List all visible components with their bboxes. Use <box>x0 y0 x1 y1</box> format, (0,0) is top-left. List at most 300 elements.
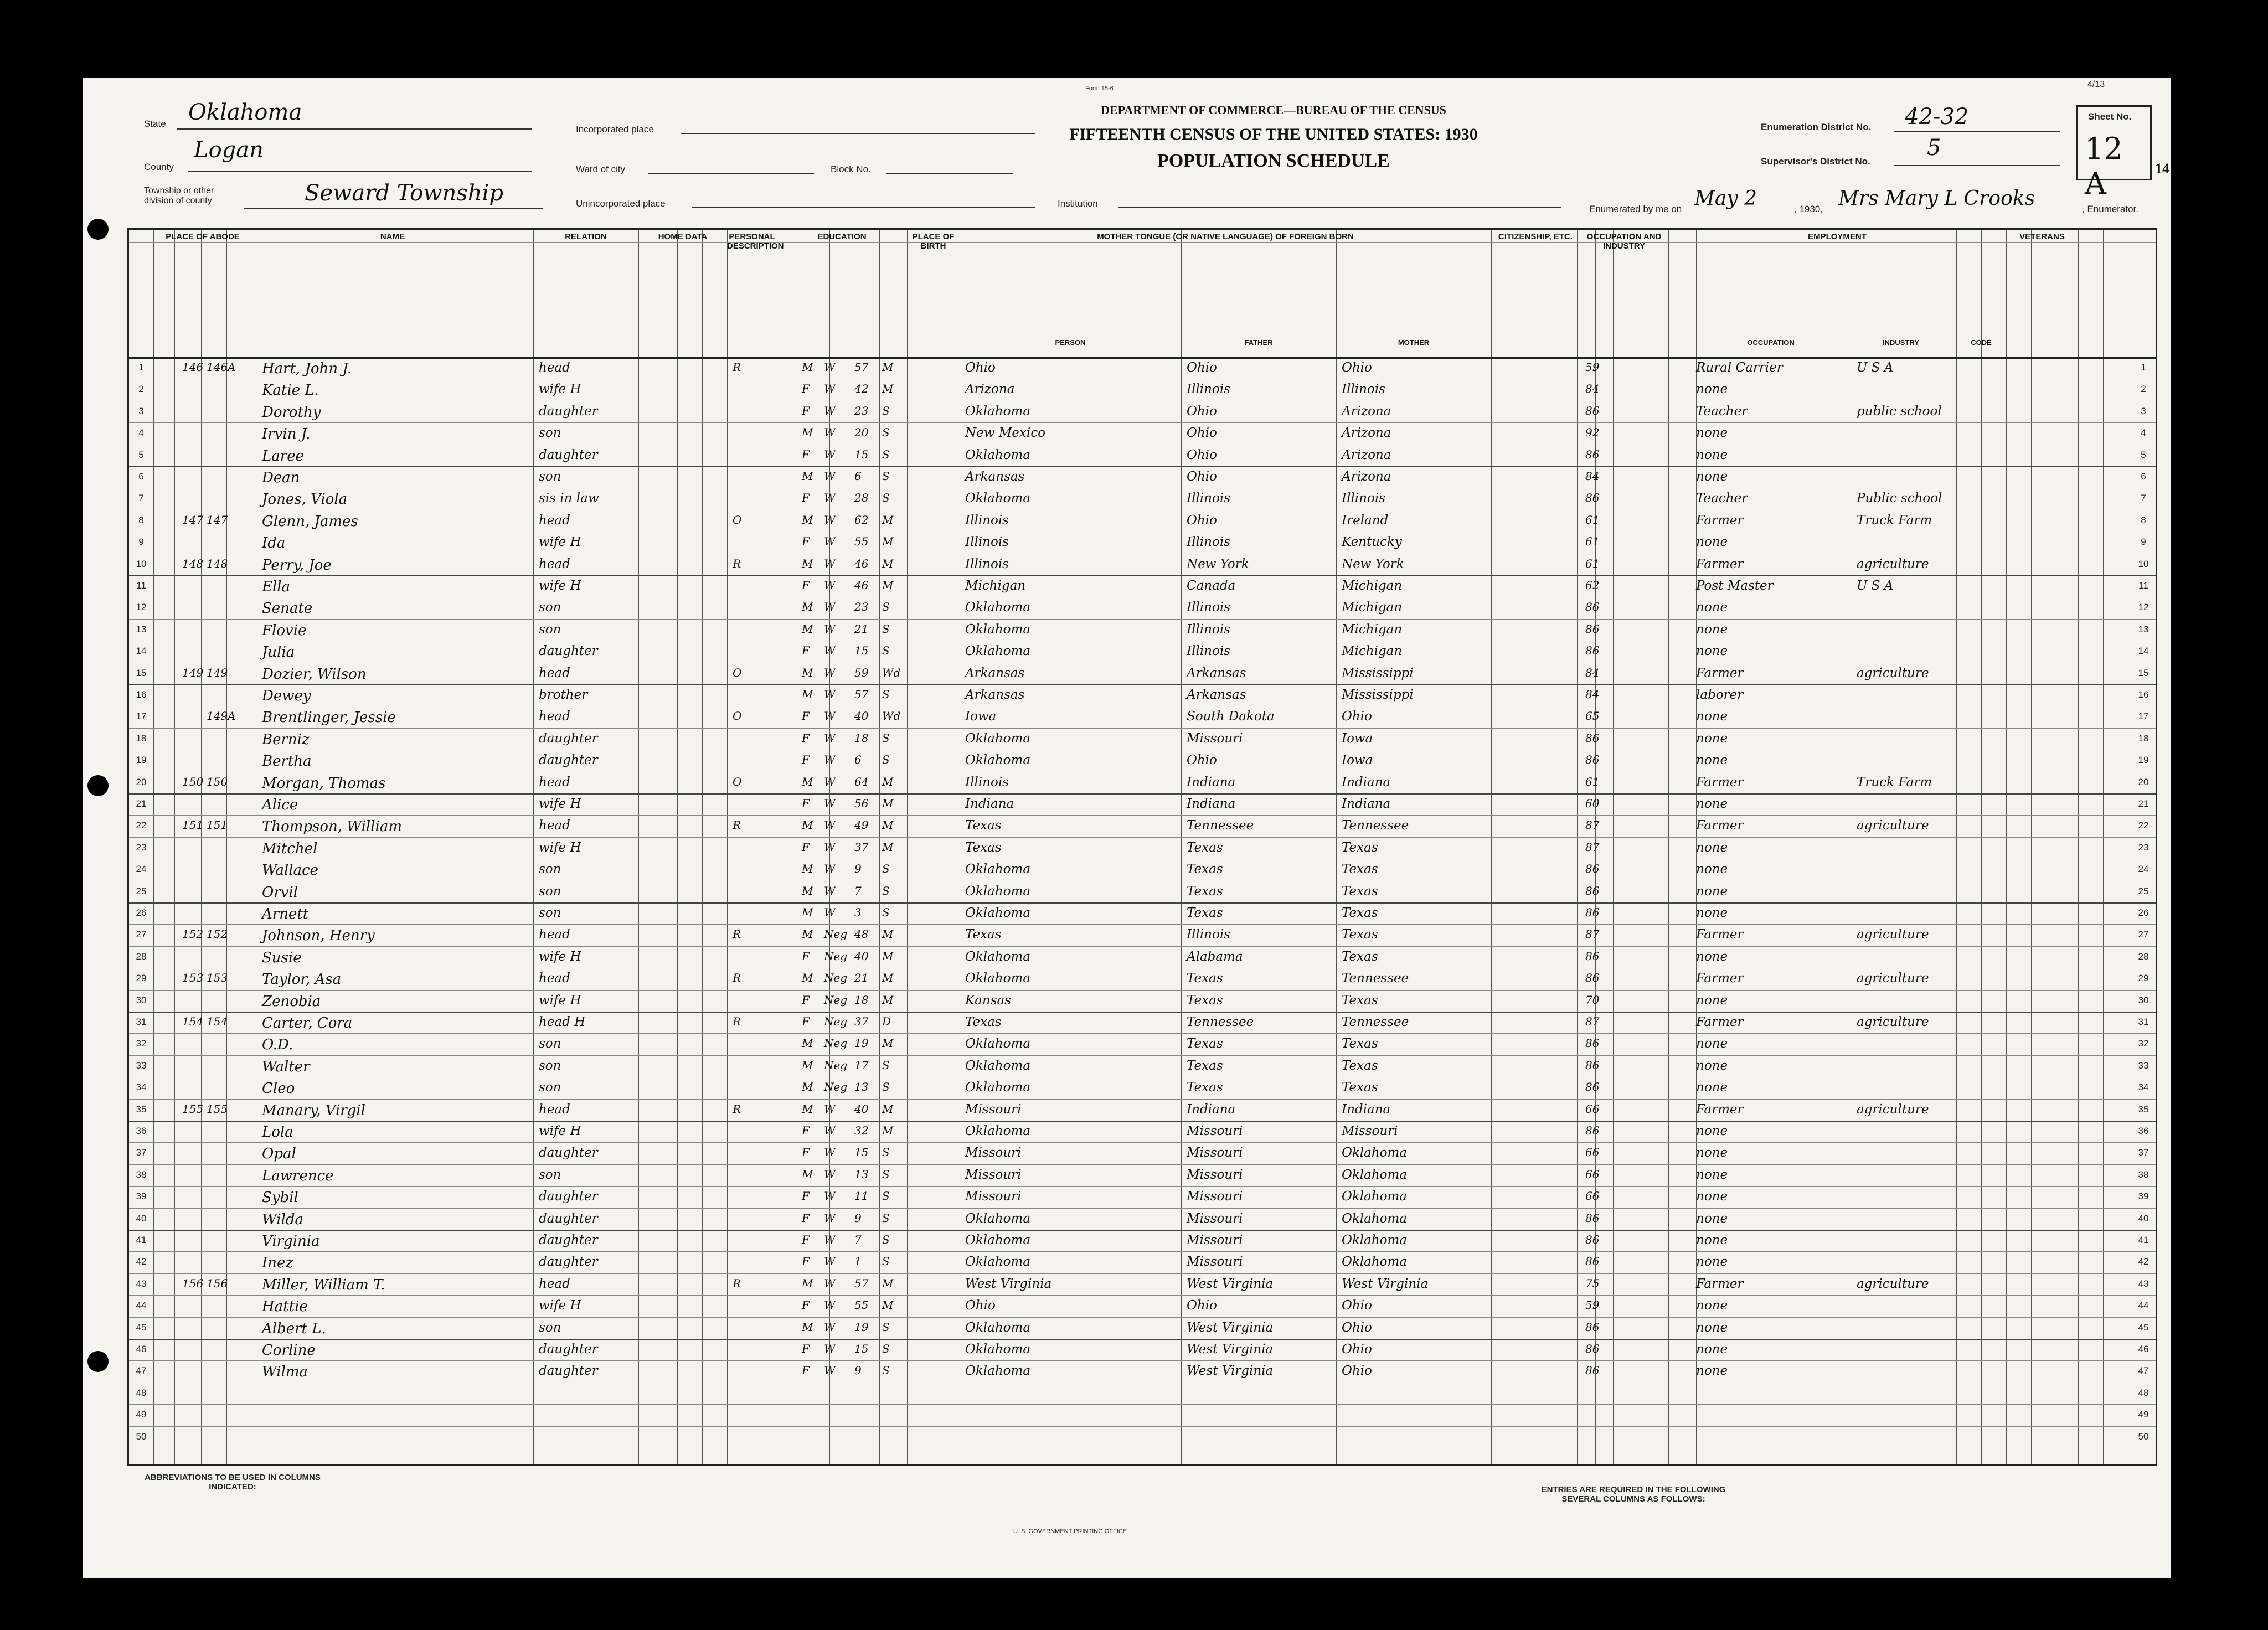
cell-mother: Missouri <box>1342 1124 1398 1138</box>
table-row <box>129 1077 2156 1098</box>
line-number: 8 <box>138 514 144 525</box>
line-number-right: 47 <box>2138 1365 2149 1376</box>
line-number-right: 27 <box>2138 929 2149 940</box>
line-number: 37 <box>136 1147 147 1158</box>
incorporated-label: Incorporated place <box>576 124 654 135</box>
cell-father: Missouri <box>1187 1167 1243 1182</box>
cell-sex: M <box>802 927 813 941</box>
cell-name: Zenobia <box>262 993 321 1010</box>
enumerator-name: Mrs Mary L Crooks <box>1838 187 2035 210</box>
cell-father: Tennessee <box>1187 818 1254 833</box>
line-number: 23 <box>136 842 147 853</box>
cell-sex: M <box>802 426 813 440</box>
line-number: 17 <box>136 711 147 722</box>
cell-age: 20 <box>854 426 869 440</box>
cell-race: Neg <box>824 927 848 941</box>
cell-code: 86 <box>1585 862 1600 876</box>
cell-race: Neg <box>824 993 848 1007</box>
table-row <box>129 946 2156 968</box>
cell-code: 87 <box>1585 818 1600 832</box>
binder-hole <box>87 775 109 796</box>
line-number-right: 16 <box>2138 689 2149 700</box>
cell-occupation: none <box>1696 731 1728 746</box>
cell-sex: F <box>802 797 810 810</box>
cell-sex: F <box>802 709 810 723</box>
cell-dw: 150 <box>182 775 204 788</box>
cell-ms: S <box>882 426 890 440</box>
line-number: 1 <box>138 362 144 373</box>
cell-sex: M <box>802 513 813 527</box>
cell-race: W <box>824 1364 836 1378</box>
cell-name: Walter <box>262 1058 310 1075</box>
cell-race: W <box>824 622 836 636</box>
cell-race: W <box>824 1342 836 1355</box>
cell-race: W <box>824 556 836 570</box>
column-group-header: MOTHER TONGUE (OR NATIVE LANGUAGE) OF FOREIGN BORN <box>1097 232 1354 241</box>
cell-ms: S <box>882 688 890 701</box>
line-number-right: 28 <box>2138 951 2149 962</box>
cell-ms: M <box>882 513 894 527</box>
line-number-right: 30 <box>2138 994 2149 1005</box>
cell-race: W <box>824 535 836 549</box>
cell-age: 15 <box>854 1342 869 1355</box>
table-row <box>129 1033 2156 1055</box>
cell-code: 61 <box>1585 513 1600 527</box>
cell-rel: head <box>539 360 570 375</box>
cell-father: Texas <box>1187 840 1223 855</box>
cell-sex: F <box>802 1342 810 1355</box>
cell-father: Texas <box>1187 1058 1223 1073</box>
cell-ms: S <box>882 470 890 483</box>
line-number: 43 <box>136 1278 147 1289</box>
cell-race: W <box>824 1189 836 1203</box>
cell-tenure: O <box>733 666 742 679</box>
cell-age: 37 <box>854 1015 869 1028</box>
cell-tenure: R <box>733 818 741 832</box>
line-number: 48 <box>136 1387 147 1398</box>
cell-occupation: none <box>1696 1320 1728 1335</box>
cell-tenure: R <box>733 1276 741 1290</box>
line-number-right: 3 <box>2141 405 2146 416</box>
cell-name: Thompson, William <box>262 818 402 835</box>
cell-rel: daughter <box>539 1255 598 1270</box>
cell-rel: wife H <box>539 993 581 1008</box>
cell-name: Morgan, Thomas <box>262 775 386 792</box>
cell-age: 18 <box>854 993 869 1007</box>
cell-rel: son <box>539 600 561 615</box>
cell-rel: son <box>539 426 561 441</box>
cell-code: 84 <box>1585 688 1600 701</box>
cell-race: W <box>824 491 836 505</box>
cell-mother: Michigan <box>1342 600 1403 615</box>
ward-label: Ward of city <box>576 164 626 174</box>
cell-father: Texas <box>1187 971 1223 986</box>
cell-sex: F <box>802 1298 810 1312</box>
cell-code: 86 <box>1585 1124 1600 1137</box>
table-row <box>129 1012 2156 1033</box>
state-value: Oklahoma <box>188 100 302 125</box>
column-subheader-industry: INDUSTRY <box>1883 338 1919 347</box>
county-value: Logan <box>194 137 264 163</box>
line-number-right: 31 <box>2138 1017 2149 1027</box>
column-group-header: OCCUPATION AND INDUSTRY <box>1586 232 1662 251</box>
column-subheader-person: PERSON <box>1055 338 1086 347</box>
cell-industry: Public school <box>1857 491 1942 506</box>
cell-name: Opal <box>262 1146 296 1163</box>
printer-line: U. S. GOVERNMENT PRINTING OFFICE <box>1013 1528 1127 1535</box>
cell-mother: Arizona <box>1342 404 1391 419</box>
cell-occupation: Farmer <box>1696 513 1744 528</box>
cell-sex: M <box>802 1167 813 1181</box>
cell-age: 9 <box>854 862 862 876</box>
cell-mother: Arizona <box>1342 470 1391 484</box>
cell-person: Oklahoma <box>965 1255 1031 1270</box>
cell-code: 61 <box>1585 556 1600 570</box>
cell-name: Carter, Cora <box>262 1015 353 1031</box>
line-number-right: 43 <box>2138 1278 2149 1289</box>
cell-sex: M <box>802 1102 813 1116</box>
cell-father: Illinois <box>1187 600 1230 615</box>
cell-rel: daughter <box>539 753 598 768</box>
line-number: 20 <box>136 776 147 787</box>
cell-father: Ohio <box>1187 513 1217 528</box>
cell-occupation: none <box>1696 644 1728 659</box>
line-number: 44 <box>136 1300 147 1311</box>
cell-occupation: none <box>1696 862 1728 877</box>
cell-code: 87 <box>1585 1015 1600 1028</box>
cell-ms: M <box>882 840 894 854</box>
cell-person: West Virginia <box>965 1276 1052 1291</box>
cell-code: 59 <box>1585 360 1600 374</box>
cell-father: Missouri <box>1187 1146 1243 1160</box>
cell-name: Dean <box>262 470 300 486</box>
cell-father: Texas <box>1187 993 1223 1008</box>
cell-mother: Michigan <box>1342 579 1403 593</box>
cell-father: Missouri <box>1187 731 1243 746</box>
cell-name: Mitchel <box>262 840 318 857</box>
cell-person: Texas <box>965 818 1002 833</box>
cell-father: Ohio <box>1187 426 1217 441</box>
line-number: 36 <box>136 1126 147 1136</box>
cell-rel: son <box>539 862 561 877</box>
table-row <box>129 706 2156 728</box>
cell-age: 15 <box>854 1146 869 1159</box>
cell-name: Glenn, James <box>262 513 358 530</box>
line-number-right: 49 <box>2138 1409 2149 1420</box>
cell-mother: Ohio <box>1342 1298 1372 1313</box>
cell-industry: agriculture <box>1857 556 1929 571</box>
cell-rel: head <box>539 666 570 680</box>
cell-code: 86 <box>1585 906 1600 919</box>
cell-ms: S <box>882 447 890 461</box>
cell-mother: Oklahoma <box>1342 1167 1408 1182</box>
cell-mother: Arizona <box>1342 447 1391 462</box>
cell-occupation: none <box>1696 753 1728 768</box>
cell-age: 46 <box>854 579 869 592</box>
cell-person: Ohio <box>965 360 996 375</box>
cell-name: Katie L. <box>262 382 319 399</box>
cell-name: Manary, Virgil <box>262 1102 365 1119</box>
cell-mother: Michigan <box>1342 644 1403 659</box>
enumerated-label: Enumerated by me on <box>1589 204 1682 214</box>
table-row <box>129 575 2156 597</box>
line-number: 50 <box>136 1431 147 1442</box>
table-row <box>129 422 2156 444</box>
cell-code: 86 <box>1585 1058 1600 1072</box>
table-row <box>129 1360 2156 1382</box>
cell-sex: F <box>802 731 810 745</box>
cell-age: 18 <box>854 731 869 745</box>
line-number: 35 <box>136 1103 147 1115</box>
line-number-right: 32 <box>2138 1038 2149 1049</box>
cell-ms: M <box>882 1124 894 1137</box>
cell-tenure: R <box>733 556 741 570</box>
cell-mother: Texas <box>1342 906 1378 920</box>
cell-ms: D <box>882 1015 891 1028</box>
cell-father: Arkansas <box>1187 688 1246 702</box>
cell-rel: head <box>539 775 570 790</box>
cell-code: 87 <box>1585 927 1600 941</box>
line-number-right: 41 <box>2138 1235 2149 1245</box>
cell-race: W <box>824 1124 836 1137</box>
cell-person: Illinois <box>965 535 1009 550</box>
cell-person: Michigan <box>965 579 1026 593</box>
cell-sex: F <box>802 1015 810 1028</box>
enumeration-district-value: 42-32 <box>1905 104 1969 130</box>
cell-mother: Iowa <box>1342 731 1373 746</box>
cell-name: Wallace <box>262 862 319 879</box>
cell-name: Arnett <box>262 906 309 922</box>
cell-person: Texas <box>965 927 1002 942</box>
table-row <box>129 881 2156 902</box>
line-number: 28 <box>136 951 147 962</box>
table-row <box>129 445 2156 466</box>
cell-person: Oklahoma <box>965 1320 1031 1335</box>
cell-person: Oklahoma <box>965 447 1031 462</box>
cell-name: Dozier, Wilson <box>262 666 367 683</box>
cell-code: 86 <box>1585 622 1600 636</box>
cell-mother: Ohio <box>1342 709 1372 724</box>
cell-name: Berniz <box>262 731 310 748</box>
cell-ms: Wd <box>882 709 901 723</box>
line-number-right: 36 <box>2138 1126 2149 1136</box>
cell-ms: S <box>882 1058 890 1072</box>
cell-occupation: Farmer <box>1696 666 1744 680</box>
line-number: 46 <box>136 1344 147 1354</box>
department-title: DEPARTMENT OF COMMERCE—BUREAU OF THE CENSUS <box>1100 103 1447 117</box>
cell-race: Neg <box>824 1015 848 1028</box>
cell-industry: agriculture <box>1857 1276 1929 1291</box>
cell-father: Indiana <box>1187 775 1236 790</box>
cell-rel: head <box>539 927 570 942</box>
cell-industry: agriculture <box>1857 927 1929 942</box>
cell-occupation: none <box>1696 1036 1728 1051</box>
cell-occupation: none <box>1696 1167 1728 1182</box>
table-row <box>129 379 2156 400</box>
column-group-header: PLACE OF BIRTH <box>912 232 955 251</box>
supervisor-district-label: Supervisor's District No. <box>1761 156 1870 167</box>
cell-occupation: none <box>1696 949 1728 964</box>
enumeration-district-label: Enumeration District No. <box>1761 122 1872 132</box>
cell-age: 40 <box>854 709 869 723</box>
table-row <box>129 619 2156 641</box>
cell-sex: M <box>802 1080 813 1094</box>
table-row <box>129 859 2156 880</box>
cell-race: W <box>824 1233 836 1246</box>
table-row <box>129 968 2156 989</box>
column-group-header: HOME DATA <box>658 232 708 241</box>
cell-sex: M <box>802 862 813 876</box>
cell-person: Iowa <box>965 709 997 724</box>
cell-code: 92 <box>1585 426 1600 440</box>
cell-occupation: Farmer <box>1696 1015 1744 1029</box>
table-row <box>129 1273 2156 1295</box>
cell-ms: S <box>882 600 890 614</box>
cell-person: Oklahoma <box>965 491 1031 506</box>
column-group-header: CITIZENSHIP, ETC. <box>1498 232 1573 241</box>
cell-ms: S <box>882 644 890 658</box>
line-number-right: 13 <box>2138 623 2149 635</box>
cell-name: Hart, John J. <box>262 360 352 377</box>
cell-person: Missouri <box>965 1167 1022 1182</box>
cell-person: Arkansas <box>965 470 1025 484</box>
cell-name: Corline <box>262 1342 316 1359</box>
cell-name: Dewey <box>262 688 311 704</box>
cell-sex: M <box>802 622 813 636</box>
cell-father: Illinois <box>1187 382 1230 397</box>
cell-name: Julia <box>262 644 295 661</box>
cell-name: Wilma <box>262 1364 308 1381</box>
cell-tenure: O <box>733 775 742 788</box>
cell-dw: 148 <box>182 556 204 570</box>
cell-person: Oklahoma <box>965 1058 1031 1073</box>
schedule-title: POPULATION SCHEDULE <box>1157 151 1390 171</box>
cell-race: Neg <box>824 1036 848 1050</box>
cell-occupation: Teacher <box>1696 491 1748 506</box>
cell-name: Albert L. <box>262 1320 326 1337</box>
cell-mother: Illinois <box>1342 382 1385 397</box>
cell-occupation: Farmer <box>1696 775 1744 790</box>
cell-ms: S <box>882 1342 890 1355</box>
cell-sex: F <box>802 840 810 854</box>
cell-occupation: none <box>1696 1058 1728 1073</box>
cell-code: 86 <box>1585 1320 1600 1334</box>
cell-name: Senate <box>262 600 313 617</box>
table-row <box>129 510 2156 532</box>
cell-father: West Virginia <box>1187 1320 1274 1335</box>
line-number: 12 <box>136 602 147 613</box>
cell-rel: wife H <box>539 1124 581 1138</box>
cell-tenure: R <box>733 1102 741 1116</box>
cell-person: New Mexico <box>965 426 1045 441</box>
line-number-right: 22 <box>2138 820 2149 831</box>
cell-rel: wife H <box>539 382 581 397</box>
cell-industry: Truck Farm <box>1857 513 1932 528</box>
cell-code: 70 <box>1585 993 1600 1007</box>
cell-ms: S <box>882 1320 890 1334</box>
column-subheader-occupation: OCCUPATION <box>1747 338 1795 347</box>
table-row <box>129 1230 2156 1251</box>
cell-ms: S <box>882 731 890 745</box>
cell-sex: F <box>802 579 810 592</box>
cell-mother: Tennessee <box>1342 818 1409 833</box>
cell-age: 64 <box>854 775 869 788</box>
line-number-right: 39 <box>2138 1191 2149 1202</box>
cell-mother: Mississippi <box>1342 666 1414 680</box>
cell-rel: head <box>539 556 570 571</box>
cell-ms: M <box>882 382 894 396</box>
cell-name: O.D. <box>262 1036 293 1054</box>
cell-ms: S <box>882 1146 890 1159</box>
column-subheader-code: CODE <box>1971 338 1992 347</box>
cell-ms: M <box>882 949 894 963</box>
cell-code: 86 <box>1585 949 1600 963</box>
cell-age: 3 <box>854 906 862 919</box>
cell-age: 40 <box>854 949 869 963</box>
cell-father: Canada <box>1187 579 1236 593</box>
institution-label: Institution <box>1058 198 1098 209</box>
cell-sex: M <box>802 470 813 483</box>
line-number: 26 <box>136 907 147 918</box>
cell-ms: M <box>882 1036 894 1050</box>
line-number-right: 11 <box>2138 580 2148 591</box>
cell-person: Oklahoma <box>965 1342 1031 1356</box>
cell-sex: F <box>802 1124 810 1137</box>
cell-rel: son <box>539 1036 561 1051</box>
cell-ms: M <box>882 971 894 985</box>
cell-rel: son <box>539 1058 561 1073</box>
cell-dw: 155 <box>182 1102 204 1116</box>
cell-person: Arkansas <box>965 666 1025 680</box>
cell-age: 1 <box>854 1255 862 1268</box>
enumerator-label: , Enumerator. <box>2082 204 2139 214</box>
table-row <box>129 641 2156 662</box>
line-number: 47 <box>136 1365 147 1376</box>
cell-person: Oklahoma <box>965 753 1031 768</box>
line-number: 16 <box>136 689 147 700</box>
line-number-right: 48 <box>2138 1387 2149 1398</box>
table-row <box>129 597 2156 618</box>
cell-person: Oklahoma <box>965 1124 1031 1138</box>
cell-occupation: Teacher <box>1696 404 1748 419</box>
cell-industry: Truck Farm <box>1857 775 1932 790</box>
cell-rel: son <box>539 1167 561 1182</box>
enumerated-year: , 1930, <box>1794 204 1823 214</box>
cell-sex: M <box>802 688 813 701</box>
cell-father: West Virginia <box>1187 1364 1274 1379</box>
table-row <box>129 663 2156 684</box>
cell-race: W <box>824 600 836 614</box>
table-row <box>129 815 2156 837</box>
cell-name: Johnson, Henry <box>262 927 375 945</box>
line-number: 11 <box>136 580 146 591</box>
cell-sex: F <box>802 535 810 549</box>
cell-person: Missouri <box>965 1189 1022 1204</box>
cell-dw: 156 <box>182 1276 204 1290</box>
cell-rel: son <box>539 1320 561 1335</box>
cell-occupation: Rural Carrier <box>1696 360 1783 375</box>
cell-sex: M <box>802 600 813 614</box>
cell-ms: S <box>882 491 890 505</box>
supervisor-district-value: 5 <box>1927 135 1941 161</box>
cell-ms: S <box>882 906 890 919</box>
cell-code: 84 <box>1585 382 1600 396</box>
cell-race: W <box>824 404 836 417</box>
cell-name: Perry, Joe <box>262 556 332 574</box>
cell-father: Texas <box>1187 884 1223 899</box>
cell-ms: M <box>882 818 894 832</box>
cell-name: Ida <box>262 535 286 552</box>
